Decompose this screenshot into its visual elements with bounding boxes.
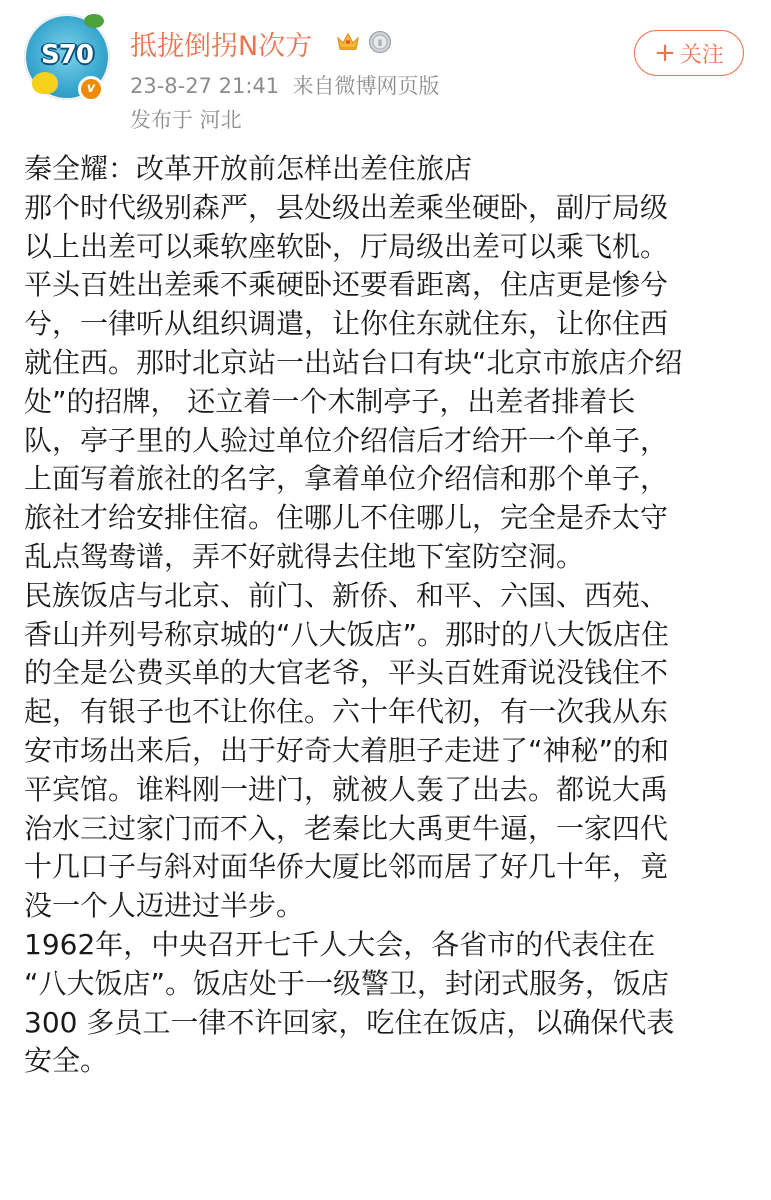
post-meta bbox=[130, 70, 440, 100]
post-text-line: 安市场出来后，出于好奇大着胆子走进了“神秘”的和 bbox=[24, 733, 670, 767]
post-text-line: 队，亭子里的人验过单位介绍信后才给开一个单子， bbox=[24, 423, 669, 457]
verified-badge-icon: v bbox=[78, 76, 104, 102]
post-text-line: 上面写着旅社的名字，拿着单位介绍信和那个单子， bbox=[24, 462, 669, 496]
post-text-line: 300 多员工一律不许回家，吃住在饭店，以确保代表 bbox=[24, 1005, 675, 1039]
post-source: 来自微博网页版 bbox=[292, 74, 440, 98]
crown-icon bbox=[336, 30, 360, 52]
post-location: 发布于 河北 bbox=[130, 108, 242, 132]
svg-text:Ⅱ: Ⅱ bbox=[377, 39, 383, 49]
post-text-line: 以上出差可以乘软座软卧，厅局级出差可以乘飞机。 bbox=[24, 229, 669, 263]
post-text-line: 起，有银子也不让你住。六十年代初，有一次我从东 bbox=[24, 695, 669, 729]
post-text-line: 处”的招牌， 还立着一个木制亭子，出差者排着长 bbox=[24, 384, 636, 418]
post-text-line: “八大饭店”。饭店处于一级警卫，封闭式服务，饭店 bbox=[24, 966, 670, 1000]
post-text-line: 兮，一律听从组织调遣，让你住东就住东，让你住西 bbox=[24, 307, 669, 341]
post-text-line: 平宾馆。谁料刚一进门，就被人轰了出去。都说大禹 bbox=[24, 772, 669, 806]
avatar-duck bbox=[32, 72, 58, 94]
post-text-line: 民族饭店与北京、前门、新侨、和平、六国、西苑、 bbox=[24, 578, 669, 612]
post-text-line: 秦全耀：改革开放前怎样出差住旅店 bbox=[24, 152, 473, 185]
follow-button[interactable] bbox=[634, 30, 744, 76]
post-text-line: 十几口子与斜对面华侨大厦比邻而居了好几十年，竟 bbox=[24, 850, 669, 884]
post-text-line: 没一个人迈进过半步。 bbox=[24, 889, 305, 923]
post-text-line: 乱点鸳鸯谱，弄不好就得去住地下室防空洞。 bbox=[24, 539, 585, 573]
avatar-text: S70 bbox=[41, 40, 93, 70]
post-text-line: 那个时代级别森严，县处级出差乘坐硬卧，副厅局级 bbox=[24, 190, 669, 224]
post-content bbox=[24, 150, 754, 1081]
post-text-line: 的全是公费买单的大官老爷，平头百姓甭说没钱住不 bbox=[24, 656, 669, 690]
post-text-line: 治水三过家门而不入，老秦比大禹更牛逼，一家四代 bbox=[24, 811, 669, 845]
post-text-line: 香山并列号称京城的“八大饭店”。那时的八大饭店住 bbox=[24, 617, 670, 651]
post-timestamp[interactable]: 23-8-27 21:41 bbox=[130, 74, 280, 98]
user-name[interactable]: 抵拢倒拐N次方 bbox=[130, 31, 313, 62]
avatar-palm bbox=[84, 14, 104, 28]
post-text-line: 就住西。那时北京站一出站台口有块“北京市旅店介绍 bbox=[24, 345, 683, 379]
plus-icon: + bbox=[654, 38, 676, 68]
post-text-line: 安全。 bbox=[24, 1044, 109, 1078]
medal-icon bbox=[368, 30, 392, 54]
post-text-line: 1962年，中央召开七千人大会，各省市的代表住在 bbox=[24, 927, 656, 961]
follow-label: 关注 bbox=[679, 42, 724, 68]
post-text-line: 平头百姓出差乘不乘硬卧还要看距离，住店更是惨兮 bbox=[24, 268, 669, 302]
post-text-line: 旅社才给安排住宿。住哪儿不住哪儿，完全是乔太守 bbox=[24, 501, 669, 535]
